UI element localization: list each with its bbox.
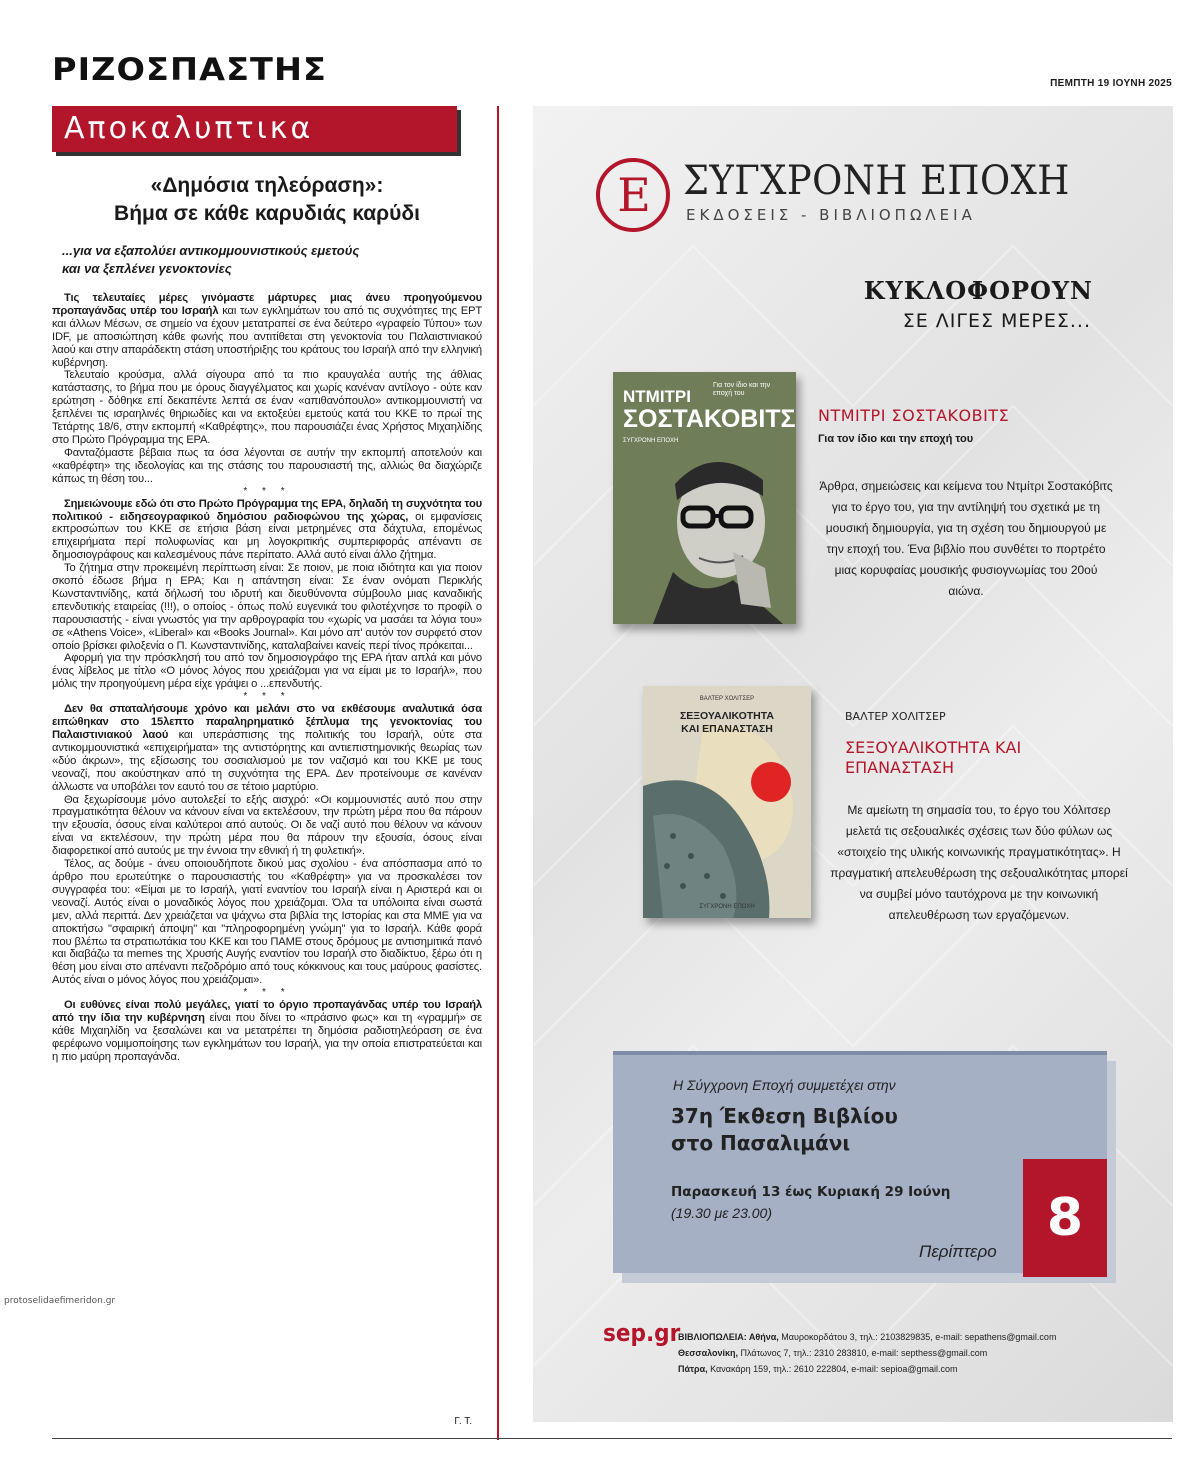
cover-subtitle: Για τον ίδιο και την εποχή του: [713, 382, 771, 397]
paragraph: Τελευταίο κρούσμα, αλλά σίγουρα από τα πιο κραυγαλέα αυτής της άθλιας κατάστασης, το βήμα που με όρους διαγγέλματος και χωρίς κανέναν αντίλογο - ούτε καν ερώτηση - δόθηκε επί δεκαπέντε λεπτά σε έναν «απιθανόπουλο» αντικομμουνιστή να ξεπλένει τις ισραηλινές θηριωδίες και να εκτοξεύει εμετούς κατά του ΚΚΕ το πρωί της Τετάρτης 18/6, στην εκπομπή «Καθρέφτης», που παρουσιάζει ένας Χρήστος Μιχαηλίδης στο Πρώτο Πρόγραμμα της ΕΡΑ.: [52, 369, 482, 446]
article: [52, 106, 482, 1436]
newspaper-logo: ΡΙΖΟΣΠΑΣΤΗΣ: [52, 52, 328, 88]
book1-description: Άρθρα, σημειώσεις και κείμενα του Ντμίτρι Σοστακόβιτς για το έργο του, για την αντίληψή του σχετικά με τη μουσική δημιουργία, για τη σχέση του δημιουργού με την εποχή του. Ένα βιβλίο που συνθέτει το πορτρέτο μιας κορυφαίας μουσικής φυσιογνωμίας του 20ού αιώνα.: [819, 479, 1113, 598]
book2-author: ΒΑΛΤΕΡ ΧΟΛΙΤΣΕΡ: [845, 710, 946, 723]
author-signature: Γ. Τ.: [454, 1416, 472, 1427]
subhead-line-1: ...για να εξαπολύει αντικομμουνιστικούς εμετούς: [62, 243, 360, 258]
contact-city: Θεσσαλονίκη,: [678, 1348, 739, 1358]
book-fair-banner: [613, 1051, 1107, 1273]
separator-stars: * * *: [243, 691, 291, 703]
paragraph: Θα ξεχωρίσουμε μόνο αυτολεξεί το εξής αισχρό: «Οι κομμουνιστές αυτό που στην πραγματικότητα θέλουν να κάνουν είναι να εκτελέσουν, την πρώτη μέρα που θα πάρουν την εξουσία, όσους είναι καλύτεροι από αυτούς. Οι δε ναζί αυτό που θέλουν να κάνουν είναι να εκτελέσουν, την πρώτη μέρα που θα πάρουν την εξουσία, όσους είναι διαφορετικοί από αυτούς με την έννοια την εθνική ή τη φυλετική».: [52, 793, 482, 858]
cover-author: ΒΑΛΤΕΡ ΧΟΛΙΤΣΕΡ: [699, 696, 755, 702]
contact-city: ΒΙΒΛΙΟΠΩΛΕΙΑ: Αθήνα,: [678, 1332, 779, 1342]
paragraph-text: οι εμφανίσεις εκπροσώπων του ΚΚΕ σε ετήσια βάση είναι μετρημένες στα δάχτυλα, επομένως επιχειρήματα περί πολυφωνίας και μη λογοκριτικής συμπεριφοράς απέναντι σε δημοσιογράφους και καλεσμένους πάνε περίπατο. Αλλά αυτό είναι άλλο ζήτημα.: [52, 510, 482, 562]
watermark: protoselidaefimeridon.gr: [4, 1296, 116, 1306]
paragraph: Φανταζόμαστε βέβαια πως τα όσα λέγονται σε αυτήν την εκπομπή αποτελούν και «καθρέφτη» της ιδεολογίας και της στάσης του παρουσιαστή της, αλλιώς θα διαχώριζε κάπως τη θέση του...: [52, 446, 482, 485]
section-banner: [52, 106, 457, 152]
cover-title-line-2: ΚΑΙ ΕΠΑΝΑΣΤΑΣΗ: [681, 723, 773, 735]
book2-title-line-2: ΕΠΑΝΑΣΤΑΣΗ: [845, 758, 954, 777]
book2-description: Με αμείωτη τη σημασία του, το έργο του Χόλιτσερ μελετά τις σεξουαλικές σχέσεις των δύο φύλων ως «στοιχείο της υλικής κοινωνικής πραγματικότητας». Η πραγματική απελευθέρωση της σεξουαλικότητας μπορεί να συμβεί μόνο ταυτόχρονα με την κοινωνική απελευθέρωση των εργαζόμενων.: [830, 803, 1128, 922]
paragraph-text: είναι που δίνει το «πράσινο φως» και τη «γραμμή» σε κάθε Μιχαηλίδη να ξεσαλώνει και να μετατρέπει τη δημόσια ραδιοτηλεόραση σε ένα φερέφωνο νομιμοποίησης των εγκλημάτων του Ισραήλ, για την οποία επιστρατεύεται και η πιο μαύρη προπαγάνδα.: [52, 1012, 482, 1063]
publisher-tagline: ΕΚΔΟΣΕΙΣ - ΒΙΒΛΙΟΠΩΛΕΙΑ: [686, 206, 976, 224]
headline-line-1: «Δημόσια τηλεόραση»:: [150, 174, 384, 197]
fair-dates: Παρασκευή 13 έως Κυριακή 29 Ιούνη: [671, 1184, 951, 1200]
contact-city: Πάτρα,: [678, 1364, 708, 1374]
contact-thessaloniki: [678, 1345, 1056, 1361]
paragraph: Το ζήτημα στην προκειμένη περίπτωση είναι: Σε ποιον, με ποια ιδιότητα και για ποιον σκοπό έδωσε βήμα η ΕΡΑ; Και η απάντηση είναι: Σε έναν ονόματι Περικλής Κωνσταντινίδης, κατά δήλωσή του ιδρυτή και διευθύνοντα σύμβουλο μιας καναδικής επενδυτικής εταιρείας (!!!), ο οποίος - όπως πολύ ευγενικά του φιλοτέχνησε το προφίλ ο παρουσιαστής - είναι γνωστός για την αρθρογραφία του «χωρίς να μασάει τα λόγια του» σε «Athens Voice», «Liberal» και «Books Journal». Και μόνο απ' αυτόν τον συρφετό στον οποίο βρίσκει φιλοξενία ο Π. Κωνσταντινίδης, καταλαβαίνει κανείς περί τίνος πρόκειται...: [52, 562, 482, 652]
cover-title: [643, 710, 811, 736]
masthead: [52, 52, 1172, 96]
paragraph: Αφορμή για την πρόσκλησή του από τον δημοσιογράφο της ΕΡΑ ήταν απλά και μόνο ένας λίβελος με τίτλο «Ο μόνος λόγος που χρειάζομαι για να είμαι με το Ισραήλ», που μόλις την προηγούμενη μέρα είχε γράψει ο ...επενδυτής.: [52, 652, 482, 691]
contact-details: Κανακάρη 159, τηλ.: 2610 222804, e-mail: sepioa@gmail.com: [707, 1364, 958, 1374]
contact-details: Πλάτωνος 7, τηλ.: 2310 283810, e-mail: septhess@gmail.com: [738, 1348, 988, 1358]
bold-lead: Σημειώνουμε εδώ ότι στο Πρώτο Πρόγραμμα της ΕΡΑ, δηλαδή τη συχνότητα του πολιτικού - ειδησεογραφικού δημόσιου ραδιοφώνου της χώρας,: [52, 497, 482, 523]
paragraph-text: και υπεράσπισης της πολιτικής του Ισραήλ, ούτε στα αντικομμουνιστικά «επιχειρήματα» της αντιστόρητης και αντιεπιστημονικής θεωρίας των «δύο άκρων», της εξίσωσης του σοσιαλισμού με τον ναζισμό και του ΚΚΕ με τους νεοναζί, που ακούστηκαν από τη συχνότητα της ΕΡΑ. Δεν προτείνουμε σε κανέναν άλλωστε να υποβάλει τον εαυτό του σε τέτοιο μαρτύριο.: [52, 729, 482, 793]
paragraph: [52, 999, 482, 1064]
contact-patra: [678, 1361, 1056, 1377]
publisher-advert: [533, 106, 1173, 1422]
cover-title-line-1: ΝΤΜΙΤΡΙ: [623, 387, 691, 406]
publisher-name: ΣΥΓΧΡΟΝΗ ΕΠΟΧΗ: [683, 158, 1070, 204]
issue-date: ΠΕΜΠΤΗ 19 ΙΟΥΝΗ 2025: [1050, 78, 1172, 89]
article-body: [52, 292, 482, 1064]
kiosk-number: 8: [1023, 1159, 1107, 1277]
fair-title: [671, 1103, 898, 1157]
paragraph: Τέλος, ας δούμε - άνευ οποιουδήποτε δικού μας σχολίου - ένα απόσπασμα από το άρθρο που ερωτεύτηκε ο παρουσιαστής του «Καθρέφτη» για να προσκαλέσει τον συγγραφέα του: «Είμαι με το Ισραήλ, γιατί εναντίον του Ισραήλ είναι η Αριστερά και οι νεοναζί. Αυτός είναι ο μοναδικός λόγος που χρειάζομαι. Όλα τα υπόλοιπα είναι σωστά μεν, αλλά περιττά. Δεν χρειάζεται να ψάχνω στα βιβλία της Ιστορίας και στα ΜΜΕ για να αποκτήσω "σφαιρική άποψη" και "πληροφορημένη γνώμη" για το Ισραήλ. Κάθε φορά που βλέπω τα στρατιωτάκια του ΚΚΕ και του ΠΑΜΕ στους δρόμους με αντισημιτικά πανό και διαβάζω τα memes της Χρυσής Αυγής εναντίον του Ισραήλ στο διαδίκτυο, ξέρω ότι η θέση μου είναι στο απέναντι πεζοδρόμιο από τους κόκκινους και τους μαύρους φασίστες. Αυτός είναι ο μόνος λόγος που χρειάζομαι».: [52, 858, 482, 987]
book-cover-shostakovich: [613, 372, 796, 624]
cover-title-line-2: ΣΟΣΤΑΚΟΒΙΤΣ: [623, 405, 796, 433]
publisher-logo-letter: Ε: [617, 168, 651, 222]
book2-title: [845, 738, 1021, 778]
fair-hours: (19.30 με 23.00): [671, 1205, 772, 1221]
kiosk-label: Περίπτερο: [919, 1242, 997, 1261]
fair-title-line-2: στο Πασαλιμάνι: [671, 1131, 851, 1155]
paragraph-text: και των εγκλημάτων του από τις συχνότητες της ΕΡΤ και άλλων Μέσων, σε σημείο να έχουν μετατραπεί σε ένα δεύτερο «γραφείο Τύπου» των IDF, με αποσιώπηση κάθε φωνής που αντιτίθεται στη γενοκτονία του Παλαιστινιακού λαού και στην απαράδεκτη στάση υποστήριξης του κράτους του Ισραήλ από την ελληνική κυβέρνηση.: [52, 304, 483, 369]
section-label: Αποκαλυπτικα: [64, 111, 314, 146]
book2-title-line-1: ΣΕΞΟΥΑΛΙΚΟΤΗΤΑ ΚΑΙ: [845, 738, 1022, 757]
publisher-logo-icon: [596, 158, 670, 232]
cover-publisher: ΣΥΓΧΡΟΝΗ ΕΠΟΧΗ: [623, 438, 679, 444]
contact-athens: [678, 1329, 1056, 1345]
coming-soon-subtitle: ΣΕ ΛΙΓΕΣ ΜΕΡΕΣ...: [902, 310, 1091, 332]
book-cover-sexuality-revolution: [643, 686, 811, 918]
book1-subtitle: Για τον ίδιο και την εποχή του: [818, 433, 974, 445]
separator-stars: * * *: [243, 987, 291, 999]
headline-line-2: Βήμα σε κάθε καρυδιάς καρύδι: [114, 202, 420, 225]
bold-lead: Οι ευθύνες είναι πολύ μεγάλες, γιατί το όργιο προπαγάνδας υπέρ του Ισραήλ από την ίδια την κυβέρνηση: [52, 999, 482, 1025]
article-headline: [52, 172, 482, 228]
column-divider: [497, 106, 499, 1440]
fair-title-line-1: 37η Έκθεση Βιβλίου: [671, 1104, 898, 1128]
bookstore-contacts: [678, 1329, 1056, 1377]
paragraph: [52, 498, 482, 563]
article-subhead: [62, 242, 462, 278]
cover-publisher: ΣΥΓΧΡΟΝΗ ΕΠΟΧΗ: [699, 904, 755, 910]
paragraph: [52, 292, 482, 369]
coming-soon-title: ΚΥΚΛΟΦΟΡΟΥΝ: [863, 276, 1093, 305]
bold-lead: Δεν θα σπαταλήσουμε χρόνο και μελάνι στο να εκθέσουμε αναλυτικά όσα ειπώθηκαν στο 15λεπτο παραληρηματικό ξέπλυμα της γενοκτονίας του Παλαιστινιακού λαού: [52, 703, 482, 741]
contact-details: Μαυροκορδάτου 3, τηλ.: 2103829835, e-mail: sepathens@gmail.com: [778, 1332, 1057, 1342]
subhead-line-2: και να ξεπλένει γενοκτονίες: [62, 261, 232, 276]
website-link[interactable]: sep.gr: [603, 1319, 681, 1347]
paragraph: [52, 703, 482, 793]
bold-lead: Τις τελευταίες μέρες γινόμαστε μάρτυρες μιας άνευ προηγούμενου προπαγάνδας υπέρ του Ισραήλ: [52, 292, 482, 317]
book1-title: ΝΤΜΙΤΡΙ ΣΟΣΤΑΚΟΒΙΤΣ: [818, 406, 1010, 425]
separator-stars: * * *: [243, 485, 291, 497]
page-bottom-rule: [52, 1438, 1172, 1439]
cover-title-line-1: ΣΕΞΟΥΑΛΙΚΟΤΗΤΑ: [680, 710, 774, 722]
fair-intro: Η Σύγχρονη Εποχή συμμετέχει στην: [673, 1077, 896, 1093]
